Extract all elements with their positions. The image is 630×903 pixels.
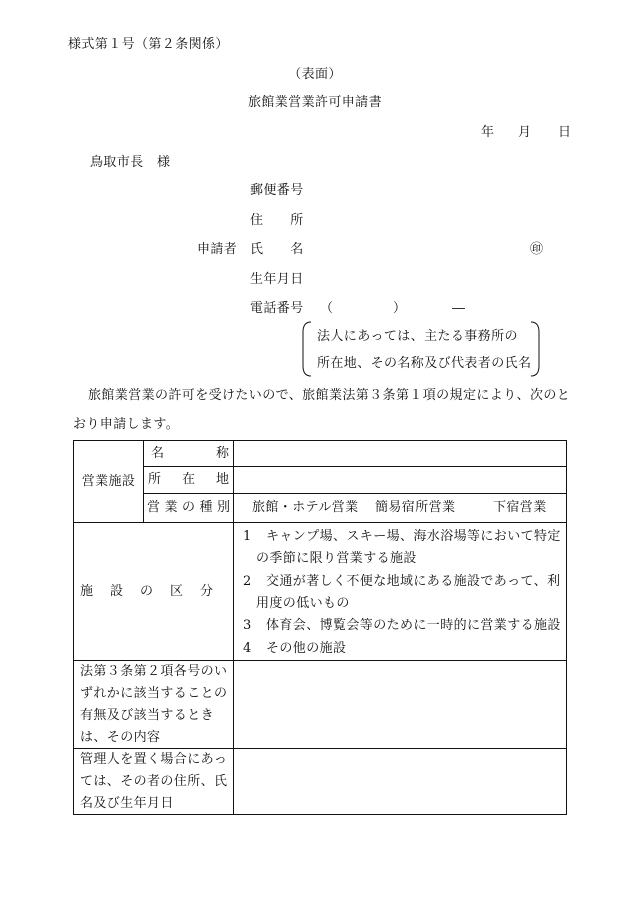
manager-info-line-3: 名及び生年月日 (80, 795, 174, 811)
date-month-label: 月 (518, 125, 532, 140)
addressee: 鳥取市長 様 (90, 155, 171, 170)
manager-info-label (80, 749, 227, 815)
manager-info-line-2: ては、その者の住所、氏 (80, 773, 228, 789)
statement-line-2: おり申請します。 (73, 417, 180, 432)
statement-line-1: 旅館業営業の許可を受けたいので、旅館業法第３条第１項の規定により、次のと (88, 388, 571, 403)
manager-info-line-1: 管理人を置く場合にあっ (80, 751, 228, 767)
category-number: 1 (243, 528, 252, 544)
manager-info-value-cell (233, 748, 567, 815)
corporate-note-line-1: 法人にあっては、主たる事務所の (317, 329, 518, 344)
facility-name-label-cell (143, 440, 234, 467)
article-applicability-line-4: は、その内容 (80, 729, 161, 745)
facility-location-label-cell (143, 466, 234, 494)
corporate-note-line-2: 所在地、その名称及び代表者の氏名 (317, 356, 532, 371)
business-type-label-cell (143, 493, 234, 523)
category-text: 体育会、博覧会等のために一時的に営業する施設 (266, 618, 561, 634)
facility-label: 営業施設 (81, 473, 136, 489)
side-label: （表面） (288, 67, 342, 82)
business-type-option-ryokan-hotel: 旅館・ホテル営業 (252, 500, 359, 515)
business-type-value-cell (233, 493, 567, 523)
date-day-label: 日 (558, 125, 572, 140)
category-text: その他の施設 (266, 640, 347, 656)
date-year-label: 年 (481, 125, 495, 140)
article-applicability-line-1: 法第３条第２項各号のい (80, 663, 228, 679)
address-label: 住 所 (250, 213, 304, 228)
category-item-line (234, 571, 566, 593)
phone-label: 電話番号 (250, 301, 304, 316)
category-text-continued: 用度の低いもの (256, 596, 350, 611)
facility-category-list (234, 523, 566, 660)
facility-location-label: 所在地 (148, 472, 229, 487)
manager-info-label-cell (73, 748, 234, 815)
applicant-label: 申請者 (197, 242, 238, 257)
category-number: 4 (243, 640, 252, 656)
phone-dash: ― (452, 301, 466, 316)
application-table (73, 440, 567, 815)
article-applicability-line-2: ずれかに該当することの (80, 685, 228, 701)
form-title: 旅館業営業許可申請書 (247, 95, 382, 110)
category-text: 交通が著しく不便な地域にある施設であって、利 (266, 573, 561, 589)
facility-label-cell (73, 440, 144, 523)
business-type-option-simple-lodging: 簡易宿所営業 (375, 500, 456, 515)
category-item-3 (234, 615, 566, 637)
facility-name-value-cell (233, 440, 567, 467)
phone-open-paren: （ (320, 301, 334, 316)
category-item-4 (234, 638, 566, 660)
article-applicability-label-cell (73, 660, 234, 749)
form-number: 様式第１号（第２条関係） (68, 37, 229, 52)
category-text: キャンプ場、スキー場、海水浴場等において特定 (266, 528, 561, 544)
birth-date-label: 生年月日 (250, 272, 304, 287)
article-applicability-line-3: 有無及び該当するとき (80, 707, 215, 723)
phone-close-paren: ） (393, 301, 407, 316)
business-type-option-boarding-house: 下宿営業 (493, 500, 547, 515)
facility-name-label: 名称 (151, 445, 229, 461)
category-item-line (234, 638, 566, 660)
category-item-line (234, 615, 566, 637)
article-applicability-value-cell (233, 660, 567, 749)
category-number: 3 (243, 618, 252, 634)
left-bracket (303, 322, 311, 376)
facility-location-value-cell (233, 466, 567, 494)
category-text-continued: の季節に限り営業する施設 (256, 551, 417, 567)
category-item-line (234, 526, 566, 548)
right-bracket (531, 322, 539, 376)
facility-category-label-cell (73, 522, 234, 661)
category-number: 2 (243, 573, 252, 589)
facility-category-label: 施設の区分 (80, 583, 213, 599)
category-item-2 (234, 571, 566, 616)
name-label: 氏 名 (250, 242, 304, 257)
category-item-1 (234, 526, 566, 571)
article-applicability-label (80, 661, 227, 749)
business-type-label: 営業の種別 (147, 500, 230, 515)
seal-mark: ㊞ (530, 242, 544, 257)
postal-code-label: 郵便番号 (250, 183, 304, 198)
facility-category-value-cell (233, 522, 567, 661)
